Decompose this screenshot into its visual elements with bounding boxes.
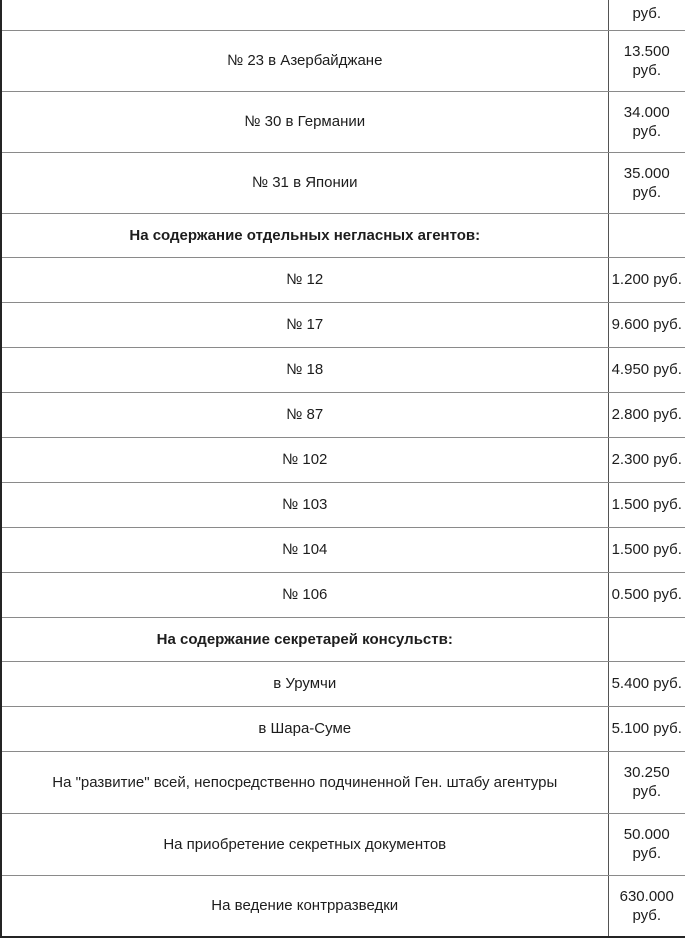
amount-line-1: 30.250: [623, 764, 670, 781]
table-row: [1, 751, 685, 813]
table-row: [1, 30, 685, 91]
item-cell: [1, 527, 608, 572]
item-label: На содержание отдельных негласных агентов:: [129, 226, 481, 244]
item-cell: [1, 661, 608, 706]
amount-line-1: 35.000: [623, 164, 670, 182]
amount-cell: [608, 392, 685, 437]
item-label: в Урумчи: [273, 675, 337, 692]
table-row: [1, 661, 685, 706]
item-label: На приобретение секретных документов: [163, 835, 447, 853]
item-cell: [1, 302, 608, 347]
table-row: [1, 257, 685, 302]
amount-line-1: 2.300 руб.: [611, 451, 682, 468]
item-label: № 23 в Азербайджане: [227, 52, 383, 69]
table-row: [1, 347, 685, 392]
amount-cell: [608, 751, 685, 813]
item-cell: [1, 617, 608, 661]
item-label: № 103: [282, 496, 328, 513]
amount-cell: [608, 302, 685, 347]
item-cell: [1, 347, 608, 392]
amount-line-1: 5.100 руб.: [611, 720, 682, 737]
amount-cell: [608, 527, 685, 572]
table-row: [1, 91, 685, 152]
table-row: [1, 482, 685, 527]
item-label: На содержание секретарей консульств:: [156, 630, 453, 648]
amount-line-2: руб.: [632, 122, 662, 140]
table-row: [1, 152, 685, 213]
amount-cell: [608, 706, 685, 751]
amount-line-2: руб.: [632, 61, 662, 79]
item-label: № 104: [282, 541, 328, 558]
amount-cell: [608, 213, 685, 257]
item-label: На ведение контрразведки: [211, 897, 399, 915]
table-row: [1, 213, 685, 257]
item-cell: [1, 751, 608, 813]
item-label: № 17: [286, 316, 324, 333]
amount-cell: [608, 30, 685, 91]
item-cell: [1, 813, 608, 875]
amount-line-1: 1.500 руб.: [611, 541, 682, 558]
budget-table-body: [1, 0, 685, 937]
amount-cell: [608, 482, 685, 527]
table-row: [1, 302, 685, 347]
amount-line-1: 34.000: [623, 103, 670, 121]
item-label: На "развитие" всей, непосредственно подчиненной Ген. штабу агентуры: [52, 773, 558, 791]
amount-cell: [608, 661, 685, 706]
amount-cell: [608, 875, 685, 937]
amount-cell: [608, 0, 685, 30]
amount-line-1: 630.000: [619, 887, 674, 905]
amount-line-1: 0.500 руб.: [611, 586, 682, 603]
item-label: в Шара-Суме: [258, 720, 352, 737]
item-label: № 18: [286, 361, 324, 378]
item-label: № 102: [282, 451, 328, 468]
amount-cell: [608, 152, 685, 213]
amount-cell: [608, 257, 685, 302]
item-cell: [1, 257, 608, 302]
table-row: [1, 392, 685, 437]
amount-line-1: 13.500: [623, 42, 670, 60]
table-row: [1, 875, 685, 937]
amount-line-2: руб.: [632, 906, 662, 924]
table-row: [1, 0, 685, 30]
table-row: [1, 437, 685, 482]
table-row: [1, 527, 685, 572]
amount-line-1: 1.500 руб.: [611, 496, 682, 513]
item-cell: [1, 0, 608, 30]
table-row: [1, 617, 685, 661]
amount-cell: [608, 813, 685, 875]
amount-line-1: 50.000: [623, 826, 670, 843]
item-label: № 87: [286, 406, 324, 423]
amount-cell: [608, 347, 685, 392]
item-label: № 12: [286, 271, 324, 288]
amount-line-2: руб.: [632, 183, 662, 201]
item-cell: [1, 152, 608, 213]
amount-line-1: 5.400 руб.: [611, 675, 682, 692]
item-cell: [1, 706, 608, 751]
item-label: № 31 в Японии: [251, 174, 358, 191]
item-cell: [1, 392, 608, 437]
amount-line-1: 2.800 руб.: [611, 406, 682, 423]
amount-line-2: руб.: [632, 783, 662, 800]
amount-line-1: 9.600 руб.: [611, 316, 682, 333]
table-row: [1, 813, 685, 875]
table-row: [1, 706, 685, 751]
amount-line-1: 4.950 руб.: [611, 361, 682, 378]
item-cell: [1, 213, 608, 257]
item-cell: [1, 91, 608, 152]
table-row: [1, 572, 685, 617]
amount-line-1: руб.: [632, 5, 662, 22]
amount-cell: [608, 437, 685, 482]
item-cell: [1, 30, 608, 91]
item-cell: [1, 437, 608, 482]
item-cell: [1, 482, 608, 527]
amount-line-1: 1.200 руб.: [611, 271, 682, 288]
item-cell: [1, 875, 608, 937]
amount-cell: [608, 91, 685, 152]
item-label: № 30 в Германии: [244, 113, 366, 130]
item-label: № 106: [282, 586, 328, 603]
amount-cell: [608, 617, 685, 661]
amount-line-2: руб.: [632, 845, 662, 862]
amount-cell: [608, 572, 685, 617]
item-cell: [1, 572, 608, 617]
